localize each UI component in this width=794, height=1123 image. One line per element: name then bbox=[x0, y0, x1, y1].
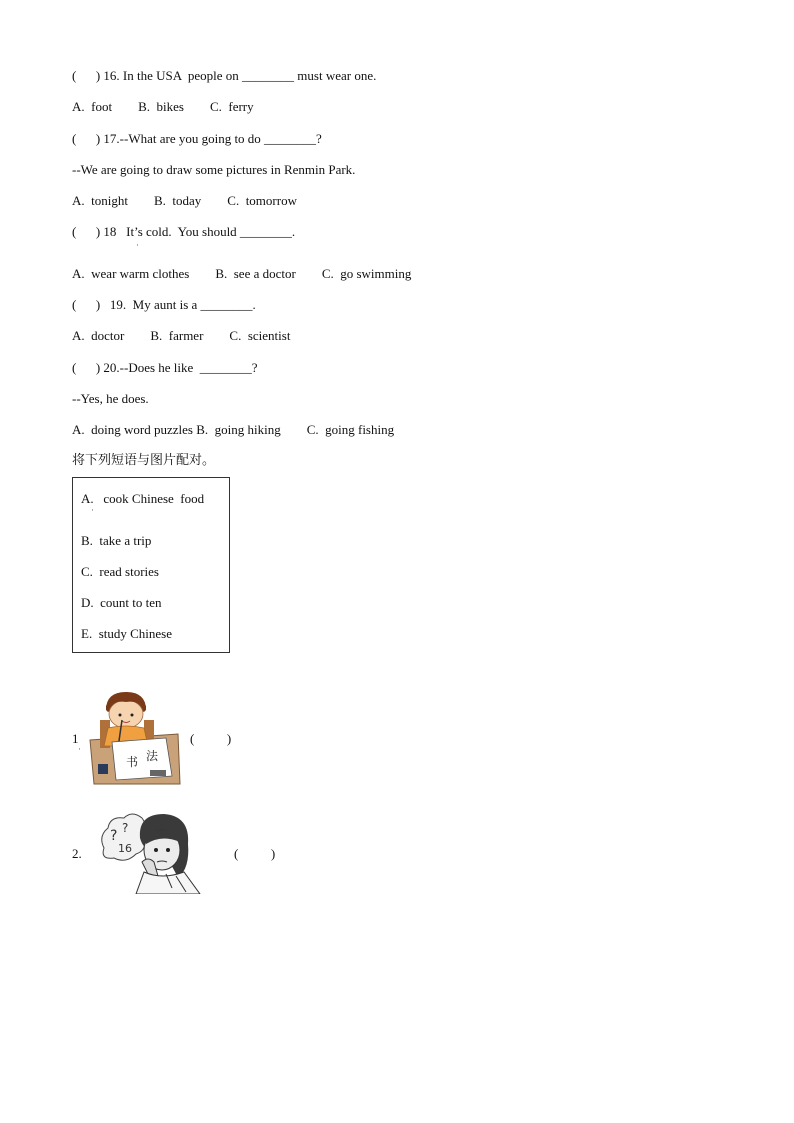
svg-text:?: ? bbox=[122, 821, 129, 835]
picture-2-answer-blank[interactable]: ( ) bbox=[234, 846, 276, 861]
girl-thinking-picture bbox=[96, 808, 208, 894]
question-17-answer-line: --We are going to draw some pictures in Renmin Park. bbox=[72, 162, 356, 177]
question-18-options: A. wear warm clothes B. see a doctor C. go swimming bbox=[72, 266, 412, 281]
stray-dot: · bbox=[78, 744, 81, 754]
question-17-options: A. tonight B. today C. tomorrow bbox=[72, 193, 297, 208]
picture-1-number: 1 bbox=[72, 731, 79, 746]
picture-2-number: 2. bbox=[72, 846, 82, 861]
phrase-b: B. take a trip bbox=[81, 533, 152, 548]
picture-1-answer-blank[interactable]: ( ) bbox=[190, 731, 232, 746]
phrase-box bbox=[72, 477, 230, 653]
stray-dot: · bbox=[91, 505, 94, 515]
svg-text:16: 16 bbox=[118, 842, 132, 855]
question-20-stem: ( ) 20.--Does he like ________? bbox=[72, 360, 258, 375]
question-19-stem: ( ) 19. My aunt is a ________. bbox=[72, 297, 256, 312]
phrase-a: A. cook Chinese food bbox=[81, 491, 205, 506]
phrase-e: E. study Chinese bbox=[81, 626, 172, 641]
phrase-d: D. count to ten bbox=[81, 595, 162, 610]
svg-text:?: ? bbox=[110, 828, 118, 844]
question-20-options: A. doing word puzzles B. going hiking C. going fishing bbox=[72, 422, 395, 437]
svg-text:书: 书 bbox=[126, 755, 139, 769]
stray-dot: · bbox=[136, 240, 139, 250]
question-19-options: A. doctor B. farmer C. scientist bbox=[72, 328, 291, 343]
question-16-options: A. foot B. bikes C. ferry bbox=[72, 99, 254, 114]
boy-writing-calligraphy-picture bbox=[86, 690, 182, 786]
svg-text:法: 法 bbox=[146, 749, 159, 763]
phrase-c: C. read stories bbox=[81, 564, 159, 579]
question-17-stem: ( ) 17.--What are you going to do ________? bbox=[72, 131, 322, 146]
question-16-stem: ( ) 16. In the USA people on ________ must wear one. bbox=[72, 68, 377, 83]
matching-instruction: 将下列短语与图片配对。 bbox=[72, 453, 216, 468]
question-18-stem: ( ) 18 It’s cold. You should ________. bbox=[72, 224, 296, 239]
question-20-answer-line: --Yes, he does. bbox=[72, 391, 149, 406]
